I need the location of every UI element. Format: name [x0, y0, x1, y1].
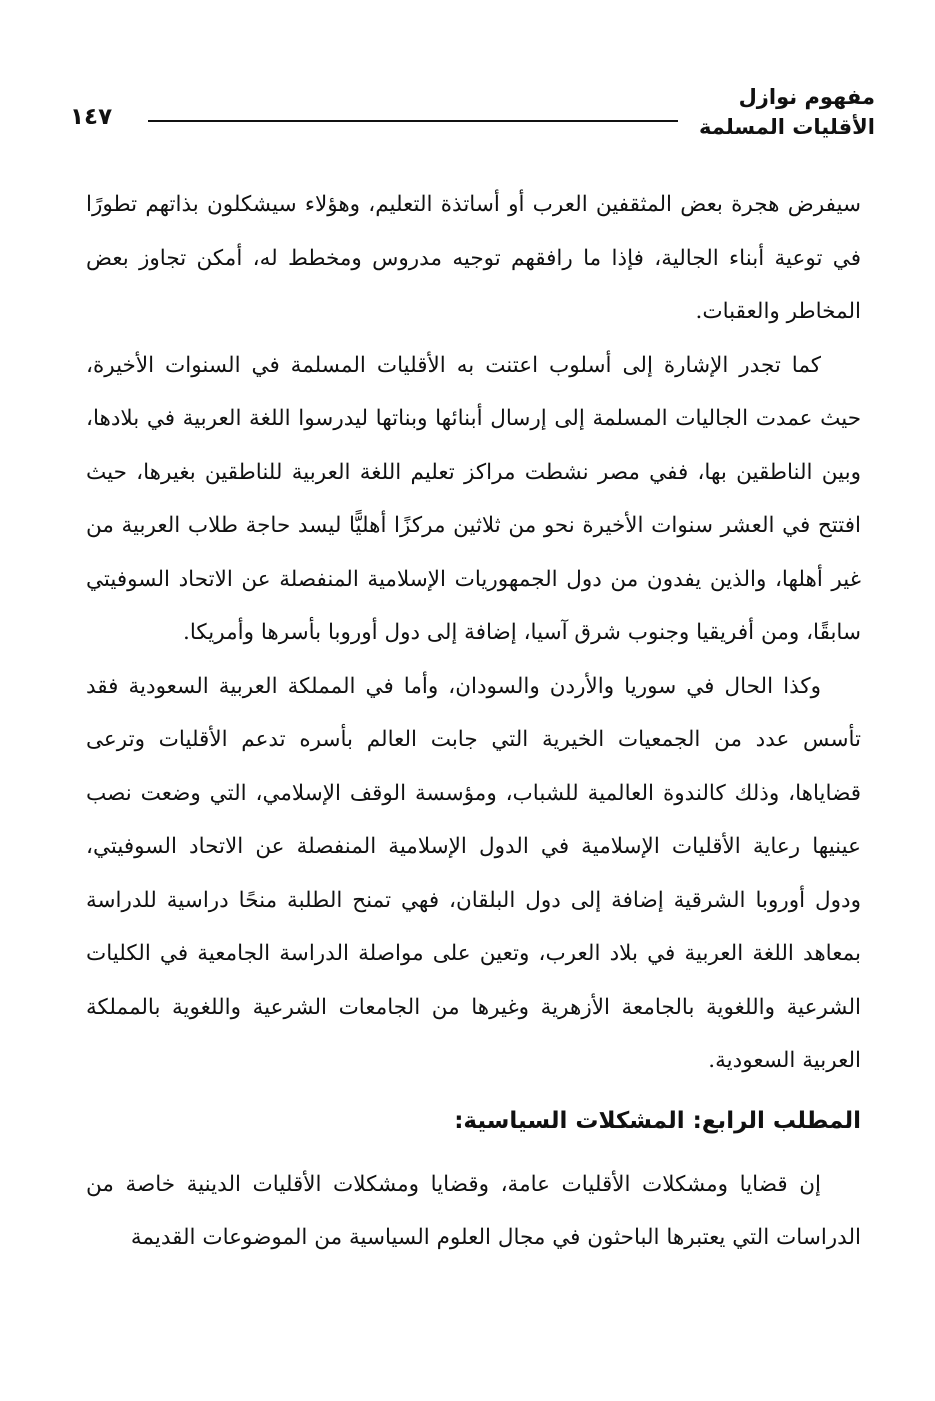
paragraph-continued: سيفرض هجرة بعض المثقفين العرب أو أساتذة التعليم، وهؤلاء سيشكلون بذاتهم تطورًا في توعية أبناء الجالية، فإذا ما رافقهم توجيه مدروس ومخطط له، أمكن تجاوز بعض المخاطر والعقبات. [86, 192, 861, 324]
header-rule [148, 120, 678, 122]
running-title [685, 82, 875, 142]
running-title-line-2: الأقليات المسلمة [699, 115, 875, 139]
paragraph-political-problems: إن قضايا ومشكلات الأقليات عامة، وقضايا ومشكلات الأقليات الدينية خاصة من الدراسات التي يعتبرها الباحثون في مجال العلوم السياسية من الموضوعات القديمة [86, 1171, 861, 1250]
page-number: ١٤٧ [70, 104, 113, 130]
paragraph-charitable-societies: وكذا الحال في سوريا والأردن والسودان، وأما في المملكة العربية السعودية فقد تأسس عدد من الجمعيات الخيرية التي جابت العالم بأسره تدعم الأقليات وترعى قضاياها، وذلك كالندوة العالمية للشباب، ومؤسسة الوقف الإسلامي، التي وضعت نصب عينيها رعاية الأقليات الإسلامية في الدول الإسلامية المنفصلة عن الاتحاد السوفيتي، ودول أوروبا الشرقية إضافة إلى دول البلقان، فهي تمنح الطلبة منحًا دراسية للدراسة بمعاهد اللغة العربية في بلاد العرب، وتعين على مواصلة الدراسة الجامعية في الكليات الشرعية واللغوية بالجامعة الأزهرية وغيرها من الجامعات الشرعية واللغوية بالمملكة العربية السعودية. [86, 673, 861, 1073]
body-text [86, 178, 861, 1265]
paragraph-teaching-arabic: كما تجدر الإشارة إلى أسلوب اعتنت به الأقليات المسلمة في السنوات الأخيرة، حيث عمدت الجاليات المسلمة إلى إرسال أبنائها وبناتها ليدرسوا اللغة العربية في بلادها، وبين الناطقين بها، ففي مصر نشطت مراكز تعليم اللغة العربية للناطقين بغيرها، حيث افتتح في العشر سنوات الأخيرة نحو من ثلاثين مركزًا أهليًّا ليسد حاجة طلاب العربية من غير أهلها، والذين يفدون من دول الجمهوريات الإسلامية المنفصلة عن الاتحاد السوفيتي سابقًا، ومن أفريقيا وجنوب شرق آسيا، إضافة إلى دول أوروبا بأسرها وأمريكا. [86, 352, 861, 645]
section-heading: المطلب الرابع: المشكلات السياسية: [454, 1107, 861, 1134]
running-title-line-1: مفهوم نوازل [738, 85, 875, 109]
